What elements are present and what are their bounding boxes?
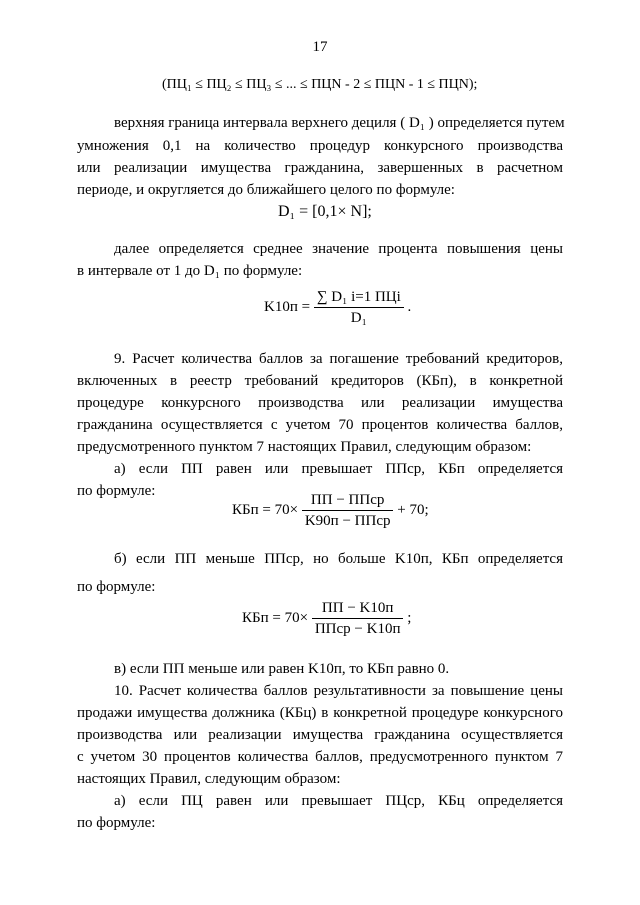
formula-9b-fraction bbox=[312, 598, 404, 639]
para-decile-line-3: или реализации имущества гражданина, завершенных в расчетном bbox=[77, 160, 563, 176]
item-9a-line-2: по формуле: bbox=[77, 483, 156, 499]
para-9-line-4: гражданина осуществляется с учетом 70 процентов количества баллов, bbox=[77, 417, 563, 433]
para-mean-line-2: в интервале от 1 до D₁ по формуле: bbox=[77, 263, 303, 279]
formula-k10-lhs: K10п = bbox=[264, 298, 311, 315]
para-decile-line-4: периоде, и округляется до ближайшего целого по формуле: bbox=[77, 182, 455, 198]
item-9a-line-1: а) если ПП равен или превышает ППср, КБп определяется bbox=[114, 461, 563, 477]
formula-k10-numerator: ∑ D₁ i=1 ПЦi bbox=[314, 287, 404, 308]
formula-9b-end: ; bbox=[407, 609, 412, 626]
formula-9a-numerator: ПП − ППср bbox=[302, 490, 394, 511]
para-10-line-2: продажи имущества должника (КБц) в конкретной процедуре конкурсного bbox=[77, 705, 563, 721]
item-10a-line-2: по формуле: bbox=[77, 815, 156, 831]
item-9c: в) если ПП меньше или равен K10п, то КБп равно 0. bbox=[114, 661, 450, 677]
para-10-line-4: с учетом 30 процентов количества баллов, предусмотренного пунктом 7 bbox=[77, 749, 563, 765]
formula-k10-fraction bbox=[314, 287, 404, 328]
formula-9b-denominator: ППср − K10п bbox=[314, 621, 401, 637]
para-mean-line-1: далее определяется среднее значение процента повышения цены bbox=[114, 241, 563, 257]
para-10-line-5: настоящих Правил, следующим образом: bbox=[77, 771, 341, 787]
page-number: 17 bbox=[312, 39, 328, 55]
para-decile-line-1: верхняя граница интервала верхнего дециля ( D₁ ) определяется путем bbox=[114, 115, 565, 131]
item-9b-line-1: б) если ПП меньше ППср, но больше K10п, КБп определяется bbox=[114, 551, 563, 567]
formula-9b-numerator: ПП − K10п bbox=[312, 598, 404, 619]
formula-k10-denominator: D₁ bbox=[350, 310, 367, 326]
formula-9a-denominator: K90п − ППср bbox=[304, 513, 391, 529]
para-decile-line-2: умножения 0,1 на количество процедур конкурсного производства bbox=[77, 138, 563, 154]
para-10-line-3: производства или реализации имущества гражданина осуществляется bbox=[77, 727, 563, 743]
formula-9a bbox=[232, 490, 429, 531]
item-10a-line-1: а) если ПЦ равен или превышает ПЦср, КБц определяется bbox=[114, 793, 563, 809]
para-9-line-1: 9. Расчет количества баллов за погашение требований кредиторов, bbox=[114, 351, 563, 367]
formula-9a-end: + 70; bbox=[397, 501, 429, 518]
item-9b-line-2: по формуле: bbox=[77, 579, 156, 595]
formula-9a-fraction bbox=[302, 490, 394, 531]
formula-k10 bbox=[264, 287, 411, 328]
para-10-line-1: 10. Расчет количества баллов результативности за повышение цены bbox=[114, 683, 563, 699]
ordering-formula: (ПЦ₁ ≤ ПЦ₂ ≤ ПЦ₃ ≤ ... ≤ ПЦN - 2 ≤ ПЦN - 1 ≤ ПЦN); bbox=[162, 77, 478, 92]
formula-k10-end: . bbox=[407, 298, 412, 315]
formula-9b bbox=[242, 598, 411, 639]
formula-9b-lhs: КБп = 70× bbox=[242, 609, 309, 626]
formula-9a-lhs: КБп = 70× bbox=[232, 501, 299, 518]
para-9-line-2: включенных в реестр требований кредиторов (КБп), в конкретной bbox=[77, 373, 563, 389]
formula-d1: D₁ = [0,1× N]; bbox=[278, 203, 372, 220]
para-9-line-3: процедуре конкурсного производства или реализации имущества bbox=[77, 395, 563, 411]
para-9-line-5: предусмотренного пунктом 7 настоящих Правил, следующим образом: bbox=[77, 439, 532, 455]
